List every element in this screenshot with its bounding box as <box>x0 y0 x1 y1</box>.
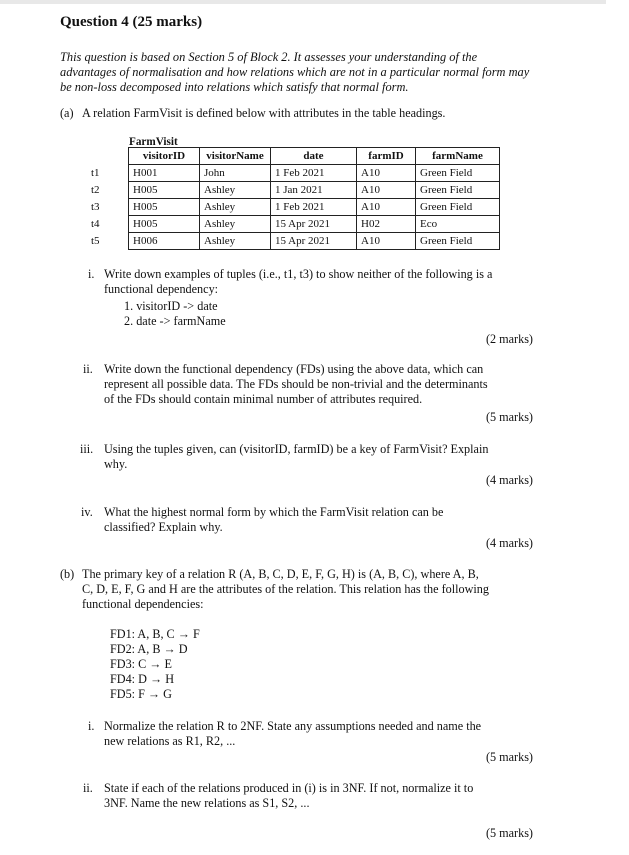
fd-list <box>110 627 200 702</box>
text-line: Write down examples of tuples (i.e., t1, t3) to show neither of the following is a <box>104 267 493 281</box>
b-i-marks: (5 marks) <box>485 750 533 764</box>
fd-item: FD5: F → G <box>110 687 172 701</box>
text-line: Write down the functional dependency (FDs) using the above data, which can <box>104 362 484 376</box>
b-i-num: i. <box>88 719 95 733</box>
cell: Green Field <box>416 233 500 250</box>
cell: A10 <box>357 165 416 182</box>
tuple-id: t2 <box>91 184 100 196</box>
a-iii-text <box>104 442 488 472</box>
cell: Green Field <box>416 182 500 199</box>
cell: H005 <box>129 182 200 199</box>
table-caption: FarmVisit <box>129 136 178 148</box>
question-title: Question 4 (25 marks) <box>60 14 203 30</box>
cell: H001 <box>129 165 200 182</box>
text-line: new relations as R1, R2, ... <box>104 734 236 748</box>
top-scroll-edge <box>0 0 606 4</box>
table-row <box>129 182 500 199</box>
a-iii-marks: (4 marks) <box>485 473 533 487</box>
text-line: 3NF. Name the new relations as S1, S2, ... <box>104 796 310 810</box>
a-iv-marks: (4 marks) <box>485 536 533 550</box>
a-i-items <box>124 299 226 329</box>
text-line: Using the tuples given, can (visitorID, farmID) be a key of FarmVisit? Explain <box>104 442 489 456</box>
cell: A10 <box>357 182 416 199</box>
cell: Ashley <box>200 182 271 199</box>
text-line: why. <box>104 457 128 471</box>
fd-item: FD1: A, B, C → F <box>110 627 200 641</box>
text-line: Normalize the relation R to 2NF. State any assumptions needed and name the <box>104 719 482 733</box>
cell: 15 Apr 2021 <box>271 233 357 250</box>
tuple-id: t1 <box>91 167 100 179</box>
col-header-visitorname: visitorName <box>200 148 271 165</box>
question-intro: This question is based on Section 5 of Block 2. It assesses your understanding of the advantages of normalisation and how relations which are not in a particular normal form may be non-loss decomposed into relations which satisfy that normal form. <box>60 50 530 94</box>
text-line: of the FDs should contain minimal number of attributes required. <box>104 392 423 406</box>
table-row <box>129 233 500 250</box>
text-line: classified? Explain why. <box>104 520 223 534</box>
cell: H005 <box>129 216 200 233</box>
cell: 1 Jan 2021 <box>271 182 357 199</box>
cell: H006 <box>129 233 200 250</box>
cell: Ashley <box>200 216 271 233</box>
text-line: What the highest normal form by which the FarmVisit relation can be <box>104 505 444 519</box>
part-a-label: (a) <box>60 106 74 120</box>
cell: 1 Feb 2021 <box>271 165 357 182</box>
a-iv-num: iv. <box>81 505 93 519</box>
tuple-id: t5 <box>91 235 100 247</box>
cell: John <box>200 165 271 182</box>
a-i-num: i. <box>88 267 95 281</box>
b-i-text <box>104 719 481 749</box>
cell: A10 <box>357 199 416 216</box>
table-row <box>129 216 500 233</box>
b-ii-marks: (5 marks) <box>485 826 533 840</box>
list-item: 1. visitorID -> date <box>124 299 218 313</box>
tuple-ids <box>91 165 100 250</box>
cell: 15 Apr 2021 <box>271 216 357 233</box>
col-header-farmname: farmName <box>416 148 500 165</box>
text-line: functional dependencies: <box>82 597 204 611</box>
cell: 1 Feb 2021 <box>271 199 357 216</box>
cell: A10 <box>357 233 416 250</box>
table-header-row <box>129 148 500 165</box>
part-b-label: (b) <box>60 567 75 581</box>
a-ii-num: ii. <box>83 362 93 376</box>
cell: Eco <box>416 216 500 233</box>
a-ii-marks: (5 marks) <box>485 410 533 424</box>
col-header-visitorid: visitorID <box>129 148 200 165</box>
part-a-text: A relation FarmVisit is defined below with attributes in the table headings. <box>82 106 446 120</box>
cell: Green Field <box>416 199 500 216</box>
text-line: The primary key of a relation R (A, B, C, D, E, F, G, H) is (A, B, C), where A, B, <box>82 567 479 581</box>
col-header-farmid: farmID <box>357 148 416 165</box>
list-item: 2. date -> farmName <box>124 314 226 328</box>
part-b-text <box>82 567 489 612</box>
cell: Ashley <box>200 233 271 250</box>
fd-item: FD2: A, B → D <box>110 642 188 656</box>
table-row <box>129 199 500 216</box>
b-ii-text <box>104 781 473 811</box>
b-ii-num: ii. <box>83 781 93 795</box>
text-line: State if each of the relations produced in (i) is in 3NF. If not, normalize it to <box>104 781 474 795</box>
cell: H02 <box>357 216 416 233</box>
cell: Green Field <box>416 165 500 182</box>
text-line: functional dependency: <box>104 282 219 296</box>
a-ii-text <box>104 362 488 407</box>
tuple-id: t3 <box>91 201 100 213</box>
farmvisit-table <box>128 147 500 250</box>
fd-item: FD3: C → E <box>110 657 172 671</box>
a-iii-num: iii. <box>80 442 94 456</box>
text-line: represent all possible data. The FDs should be non-trivial and the determinants <box>104 377 488 391</box>
a-i-text <box>104 267 492 297</box>
a-i-marks: (2 marks) <box>485 332 533 346</box>
tuple-id: t4 <box>91 218 100 230</box>
fd-item: FD4: D → H <box>110 672 174 686</box>
cell: Ashley <box>200 199 271 216</box>
text-line: C, D, E, F, G and H are the attributes of the relation. This relation has the following <box>82 582 489 596</box>
cell: H005 <box>129 199 200 216</box>
a-iv-text <box>104 505 443 535</box>
col-header-date: date <box>271 148 357 165</box>
table-row <box>129 165 500 182</box>
